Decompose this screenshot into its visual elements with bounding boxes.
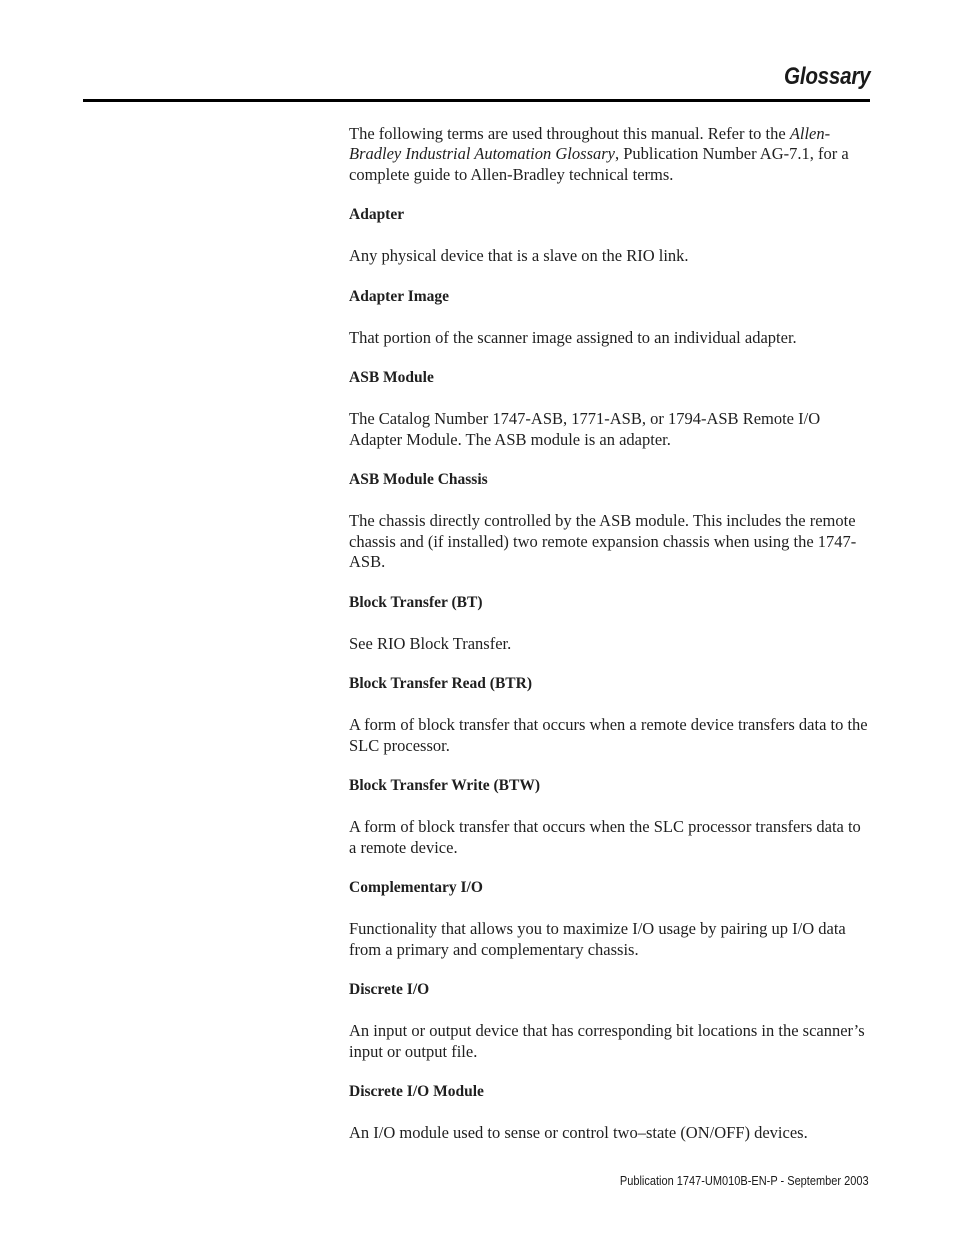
glossary-definition: The Catalog Number 1747-ASB, 1771-ASB, or 1794-ASB Remote I/O Adapter Module. The ASB module is an adapter. — [349, 409, 821, 449]
glossary-definition: Any physical device that is a slave on the RIO link. — [349, 246, 689, 266]
glossary-term: Adapter — [349, 206, 405, 224]
glossary-term: Block Transfer (BT) — [349, 593, 483, 611]
intro-text-start: The following terms are used throughout this manual. Refer to the — [349, 124, 790, 143]
glossary-definition: The chassis directly controlled by the ASB module. This includes the remote chassis and (if installed) two remote expansion chassis when using the 1747-ASB. — [349, 511, 857, 572]
glossary-definition: An input or output device that has corresponding bit locations in the scanner’s input or output file. — [349, 1021, 865, 1061]
glossary-definition: A form of block transfer that occurs when the SLC processor transfers data to a remote device. — [349, 817, 861, 857]
glossary-definition: See RIO Block Transfer. — [349, 633, 512, 653]
glossary-term: Discrete I/O — [349, 981, 430, 999]
publication-footer: Publication 1747-UM010B-EN-P - September 2003 — [620, 1174, 869, 1188]
glossary-term: Discrete I/O Module — [349, 1083, 484, 1101]
glossary-definition: That portion of the scanner image assigned to an individual adapter. — [349, 327, 797, 347]
glossary-term: ASB Module — [349, 369, 434, 387]
glossary-term: Adapter Image — [349, 287, 450, 305]
page-title: Glossary — [783, 63, 870, 90]
glossary-term: ASB Module Chassis — [349, 471, 488, 489]
glossary-term: Complementary I/O — [349, 879, 483, 897]
glossary-definition: Functionality that allows you to maximize I/O usage by pairing up I/O data from a primary and complementary chassis. — [349, 919, 846, 959]
glossary-term: Block Transfer Read (BTR) — [349, 675, 532, 693]
intro-text-end: , Publication Number AG-7.1, for a complete guide to Allen-Bradley technical terms. — [349, 144, 849, 184]
glossary-definition: An I/O module used to sense or control two–state (ON/OFF) devices. — [349, 1123, 808, 1143]
glossary-content — [349, 124, 871, 1164]
glossary-reference-title: Allen-Bradley Industrial Automation Glossary — [349, 124, 831, 164]
intro-paragraph — [349, 124, 871, 185]
title-divider — [83, 99, 870, 102]
glossary-term: Block Transfer Write (BTW) — [349, 777, 541, 795]
glossary-definition: A form of block transfer that occurs when a remote device transfers data to the SLC processor. — [349, 715, 868, 755]
